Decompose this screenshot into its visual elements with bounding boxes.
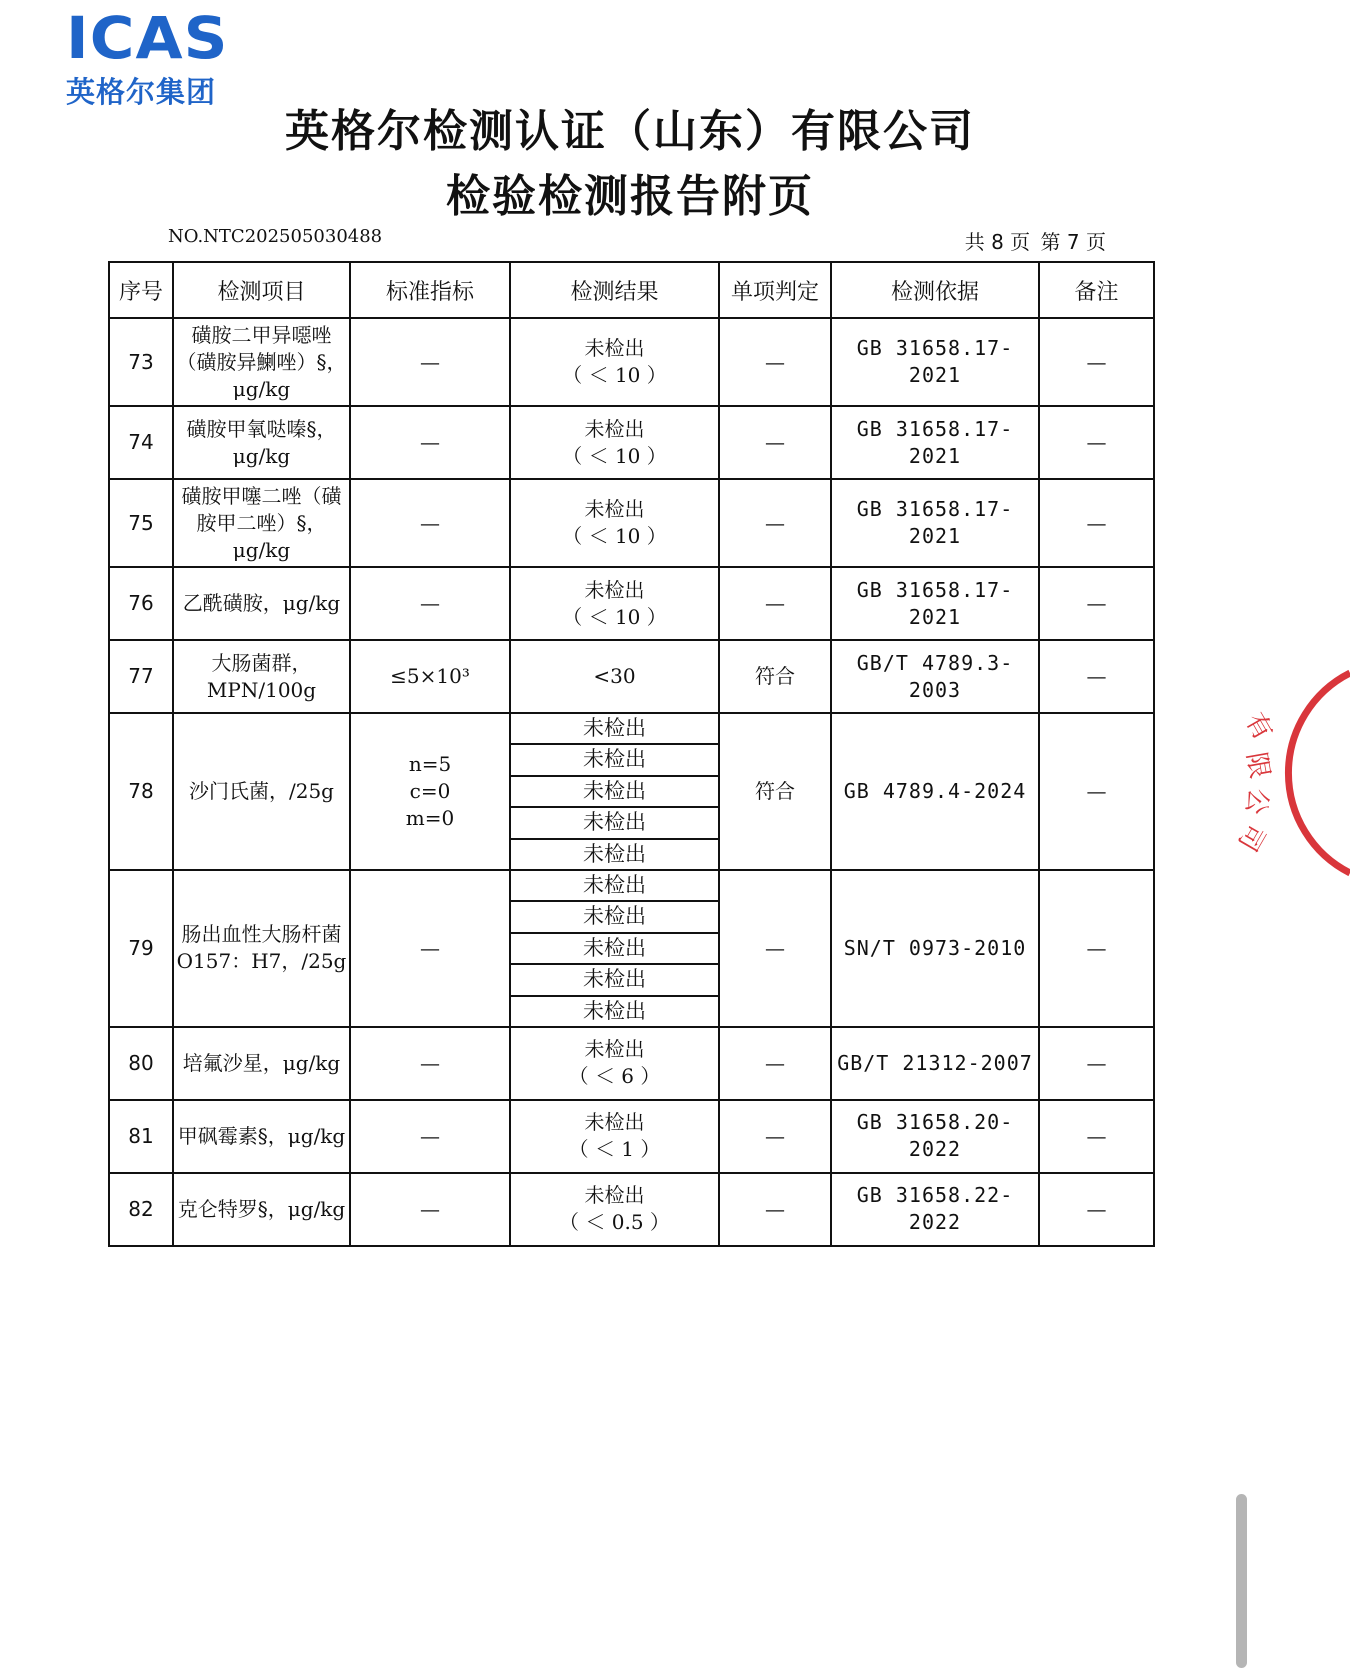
official-seal-stamp	[1230, 668, 1350, 878]
report-table	[108, 261, 1155, 1247]
result-limit: （ ＜ 1 ）	[568, 1137, 661, 1162]
row-standard	[350, 713, 510, 870]
row-index: 73	[109, 318, 173, 406]
row-note: —	[1039, 1100, 1154, 1173]
row-note: —	[1039, 870, 1154, 1027]
result-line: 未检出	[584, 1183, 645, 1208]
row-basis: GB 31658.17-2021	[831, 567, 1039, 640]
row-standard: —	[350, 479, 510, 567]
row-item: 克仑特罗§，μg/kg	[173, 1173, 350, 1246]
result-line: 未检出	[584, 497, 645, 521]
col-header-basis: 检测依据	[831, 262, 1039, 318]
sample-result: 未检出	[583, 716, 646, 740]
row-index: 82	[109, 1173, 173, 1246]
total-pages: 共 8 页	[964, 230, 1031, 254]
table-row	[109, 479, 1154, 567]
row-item: 沙门氏菌，/25g	[173, 713, 350, 870]
row-item: 肠出血性大肠杆菌O157：H7，/25g	[173, 870, 350, 1027]
row-standard: ≤5×10³	[350, 640, 510, 713]
row-item: 磺胺甲噻二唑（磺胺甲二唑）§，μg/kg	[173, 479, 350, 567]
table-row	[109, 1173, 1154, 1246]
row-note: —	[1039, 406, 1154, 479]
row-standard: —	[350, 318, 510, 406]
row-judgement: 符合	[719, 713, 831, 870]
row-judgement: —	[719, 1100, 831, 1173]
row-item: 甲砜霉素§，μg/kg	[173, 1100, 350, 1173]
col-header-index: 序号	[109, 262, 173, 318]
row-judgement: —	[719, 567, 831, 640]
scrollbar-thumb[interactable]	[1236, 1494, 1247, 1668]
result-limit: （ ＜ 0.5 ）	[559, 1210, 670, 1235]
result-line: 未检出	[584, 336, 645, 360]
sample-result: 未检出	[511, 743, 718, 774]
row-item: 磺胺甲氧哒嗪§，μg/kg	[173, 406, 350, 479]
table-row	[109, 1100, 1154, 1173]
col-header-item: 检测项目	[173, 262, 350, 318]
col-header-result: 检测结果	[510, 262, 719, 318]
row-standard: —	[350, 406, 510, 479]
table-row	[109, 713, 1154, 870]
svg-text:司: 司	[1231, 818, 1271, 856]
std-line: m=0	[405, 805, 455, 830]
row-result-samples	[510, 870, 719, 1027]
row-judgement: —	[719, 1173, 831, 1246]
table-row	[109, 318, 1154, 406]
row-basis: GB/T 21312-2007	[831, 1027, 1039, 1100]
row-note: —	[1039, 318, 1154, 406]
sample-result: 未检出	[583, 872, 646, 897]
table-row	[109, 1027, 1154, 1100]
row-item: 大肠菌群，MPN/100g	[173, 640, 350, 713]
row-item: 培氟沙星，μg/kg	[173, 1027, 350, 1100]
col-header-standard: 标准指标	[350, 262, 510, 318]
row-result	[510, 406, 719, 479]
row-standard: —	[350, 1173, 510, 1246]
result-line: 未检出	[584, 1037, 645, 1062]
row-note: —	[1039, 1173, 1154, 1246]
row-judgement: —	[719, 1027, 831, 1100]
page-indicator	[961, 226, 1106, 255]
row-standard: —	[350, 1100, 510, 1173]
row-index: 76	[109, 567, 173, 640]
row-result	[510, 1100, 719, 1173]
row-index: 75	[109, 479, 173, 567]
std-line: c=0	[409, 778, 451, 803]
company-name: 英格尔检测认证（山东）有限公司	[285, 106, 975, 157]
sample-result: 未检出	[511, 995, 718, 1026]
row-index: 81	[109, 1100, 173, 1173]
row-note: —	[1039, 1027, 1154, 1100]
sample-result: 未检出	[511, 900, 718, 931]
row-result	[510, 318, 719, 406]
row-judgement: 符合	[719, 640, 831, 713]
col-header-judgement: 单项判定	[719, 262, 831, 318]
table-row	[109, 567, 1154, 640]
sample-result: 未检出	[511, 838, 718, 869]
row-result	[510, 1027, 719, 1100]
svg-text:公: 公	[1239, 786, 1274, 817]
row-basis: GB 4789.4-2024	[831, 713, 1039, 870]
row-judgement: —	[719, 479, 831, 567]
row-judgement: —	[719, 318, 831, 406]
row-result-samples	[510, 713, 719, 870]
sample-result: 未检出	[511, 932, 718, 963]
current-page: 第 7 页	[1040, 230, 1106, 254]
row-index: 77	[109, 640, 173, 713]
result-line: 未检出	[584, 577, 645, 602]
result-limit: （ ＜ 10 ）	[562, 524, 667, 548]
col-header-note: 备注	[1039, 262, 1154, 318]
logo-subtitle: 英格尔集团	[66, 75, 217, 109]
row-note: —	[1039, 479, 1154, 567]
row-index: 74	[109, 406, 173, 479]
row-standard: —	[350, 567, 510, 640]
row-index: 79	[109, 870, 173, 1027]
result-limit: （ ＜ 10 ）	[562, 604, 667, 629]
row-result: <30	[510, 640, 719, 713]
result-limit: （ ＜ 10 ）	[562, 443, 667, 468]
std-line: n=5	[408, 751, 452, 776]
row-index: 80	[109, 1027, 173, 1100]
sample-result: 未检出	[511, 775, 718, 806]
row-index: 78	[109, 713, 173, 870]
row-result	[510, 479, 719, 567]
result-line: 未检出	[584, 1110, 645, 1135]
row-basis: GB/T 4789.3-2003	[831, 640, 1039, 713]
row-judgement: —	[719, 406, 831, 479]
table-row	[109, 406, 1154, 479]
table-row	[109, 870, 1154, 1027]
report-title: 检验检测报告附页	[446, 171, 814, 222]
table-header-row	[109, 262, 1154, 318]
table-row	[109, 640, 1154, 713]
row-note: —	[1039, 567, 1154, 640]
row-basis: GB 31658.22-2022	[831, 1173, 1039, 1246]
row-item: 乙酰磺胺，μg/kg	[173, 567, 350, 640]
row-basis: GB 31658.20-2022	[831, 1100, 1039, 1173]
row-note: —	[1039, 640, 1154, 713]
sample-result: 未检出	[511, 806, 718, 837]
result-line: 未检出	[584, 416, 645, 441]
row-standard: —	[350, 870, 510, 1027]
report-number: NO.NTC202505030488	[168, 226, 383, 247]
row-result	[510, 1173, 719, 1246]
row-item: 磺胺二甲异噁唑（磺胺异鯻唑）§，μg/kg	[173, 318, 350, 406]
svg-text:限: 限	[1240, 750, 1275, 781]
row-result	[510, 567, 719, 640]
row-basis: GB 31658.17-2021	[831, 406, 1039, 479]
svg-text:有: 有	[1238, 707, 1278, 746]
row-note: —	[1039, 713, 1154, 870]
row-basis: GB 31658.17-2021	[831, 479, 1039, 567]
sample-result: 未检出	[511, 963, 718, 994]
result-limit: （ ＜ 10 ）	[562, 363, 667, 387]
result-limit: （ ＜ 6 ）	[568, 1064, 661, 1089]
logo-mark: ICAS	[66, 4, 229, 72]
row-basis: SN/T 0973-2010	[831, 870, 1039, 1027]
row-standard: —	[350, 1027, 510, 1100]
row-judgement: —	[719, 870, 831, 1027]
row-basis: GB 31658.17-2021	[831, 318, 1039, 406]
